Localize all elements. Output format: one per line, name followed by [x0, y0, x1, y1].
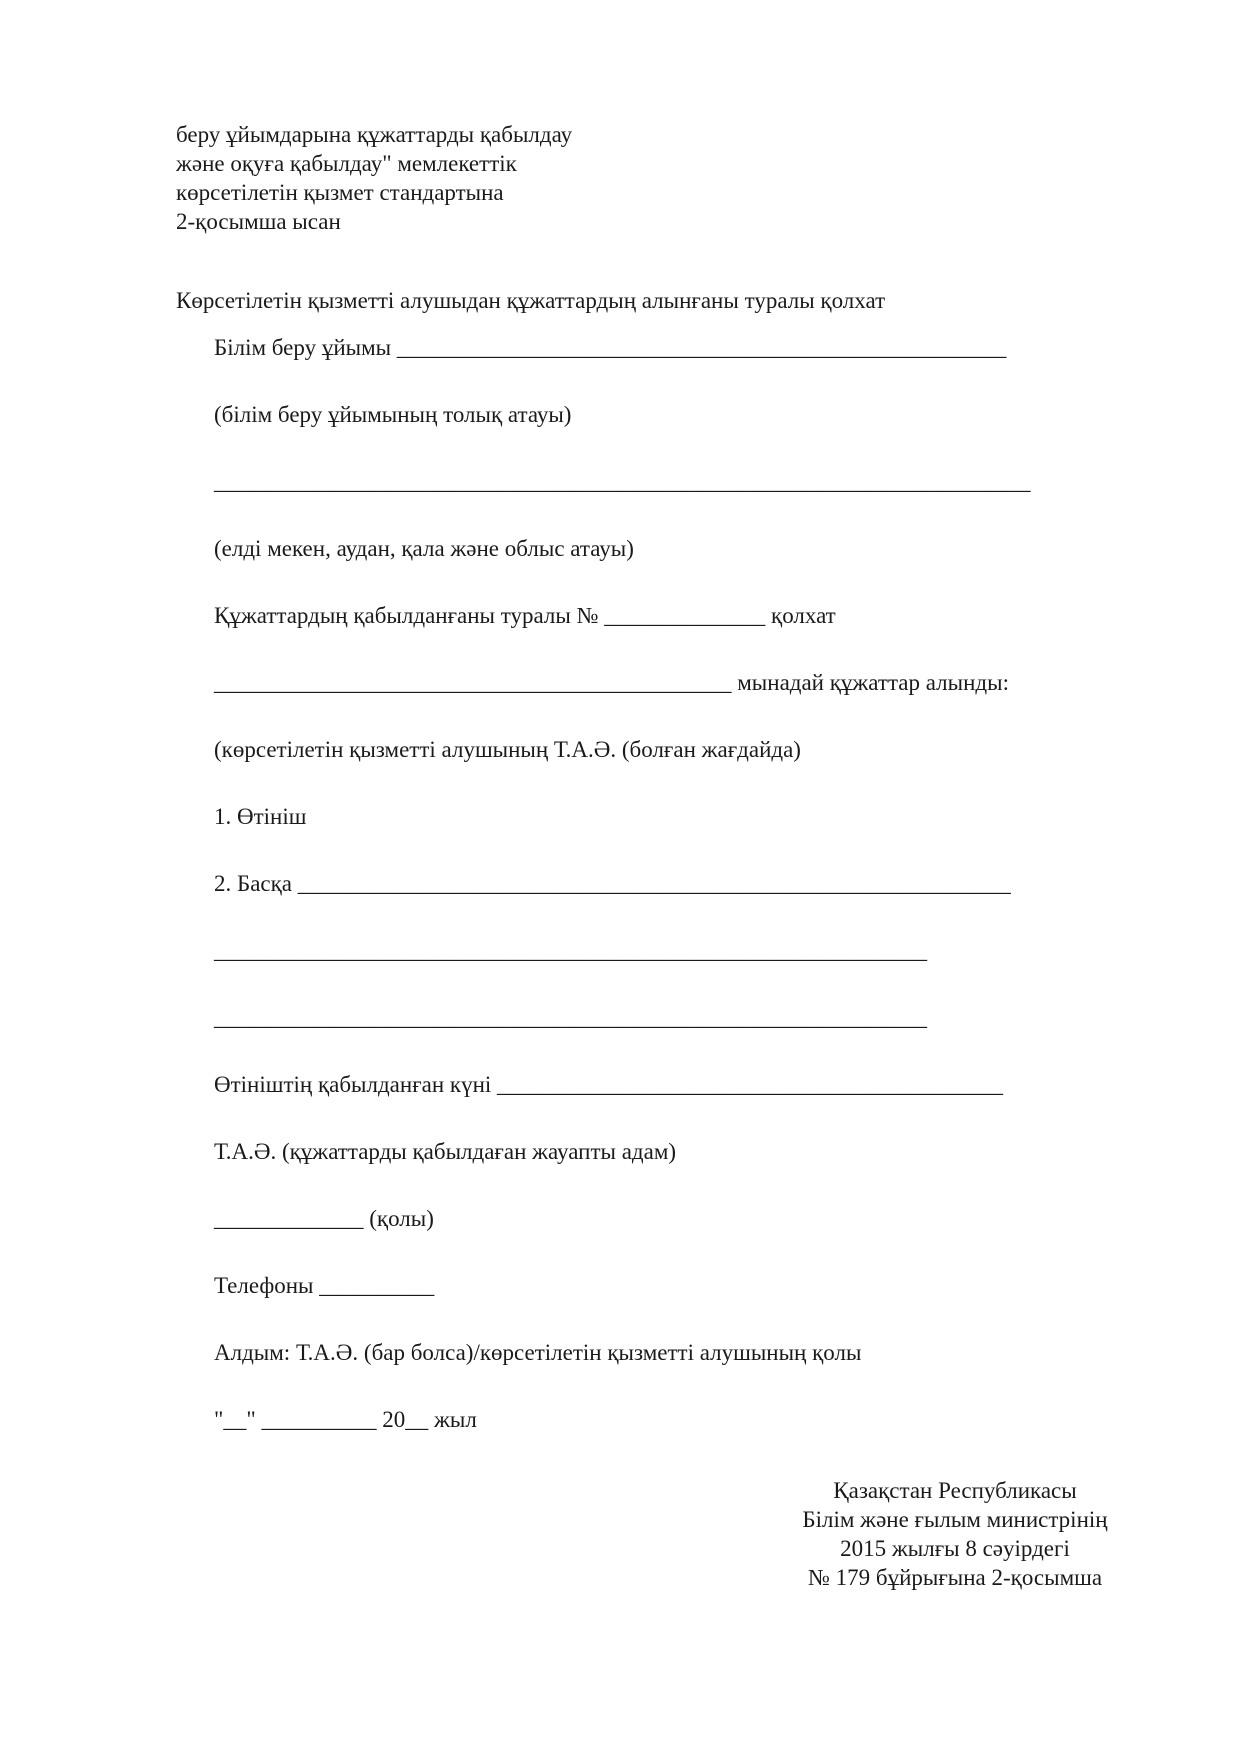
footer-line: Қазақстан Республикасы — [833, 1478, 1077, 1503]
date-footer-field: "__" __________ 20__ жыл — [214, 1407, 477, 1432]
org-field: Білім беру ұйымы _____________________________________________________ — [214, 335, 1007, 360]
responsible-person-caption: Т.А.Ә. (құжаттарды қабылдаған жауапты адам) — [214, 1139, 677, 1164]
footer-line: № 179 бұйрығына 2-қосымша — [807, 1565, 1103, 1590]
received-documents-field: _____________________________________________ мынадай құжаттар алынды: — [214, 670, 1009, 695]
footer-line: Білім және ғылым министрінің — [802, 1507, 1108, 1532]
application-date-field: Өтініштің қабылданған күні ____________________________________________ — [214, 1072, 1004, 1097]
list-item-application: 1. Өтініш — [214, 804, 307, 829]
header-line: көрсетілетін қызмет стандартына — [176, 180, 504, 205]
blank-line: _______________________________________________________________________ — [214, 469, 1031, 494]
header-line: беру ұйымдарына құжаттарды қабылдау — [176, 122, 573, 147]
blank-line: ______________________________________________________________ — [214, 1005, 927, 1030]
phone-field: Телефоны __________ — [214, 1273, 435, 1298]
header-block — [176, 120, 572, 236]
recipient-caption: (көрсетілетін қызметті алушының Т.А.Ә. (болған жағдайда) — [214, 737, 801, 762]
footer-block — [760, 1476, 1150, 1592]
header-line: 2-қосымша ысан — [176, 209, 341, 234]
header-line: және оқуға қабылдау" мемлекеттік — [176, 151, 517, 176]
place-caption: (елді мекен, аудан, қала және облыс атауы) — [214, 536, 634, 561]
list-item-other: 2. Басқа ______________________________________________________________ — [214, 871, 1011, 896]
receipt-number-field: Құжаттардың қабылданғаны туралы № ______________ қолхат — [214, 603, 836, 628]
received-by-line: Алдым: Т.А.Ә. (бар болса)/көрсетілетін қызметті алушының қолы — [214, 1340, 862, 1365]
document-title: Көрсетілетін қызметті алушыдан құжаттардың алынғаны туралы қолхат — [176, 288, 886, 313]
blank-line: ______________________________________________________________ — [214, 938, 927, 963]
footer-line: 2015 жылғы 8 сәуірдегі — [840, 1536, 1070, 1561]
org-caption: (білім беру ұйымының толық атауы) — [214, 402, 572, 427]
signature-field: _____________ (қолы) — [214, 1206, 434, 1231]
